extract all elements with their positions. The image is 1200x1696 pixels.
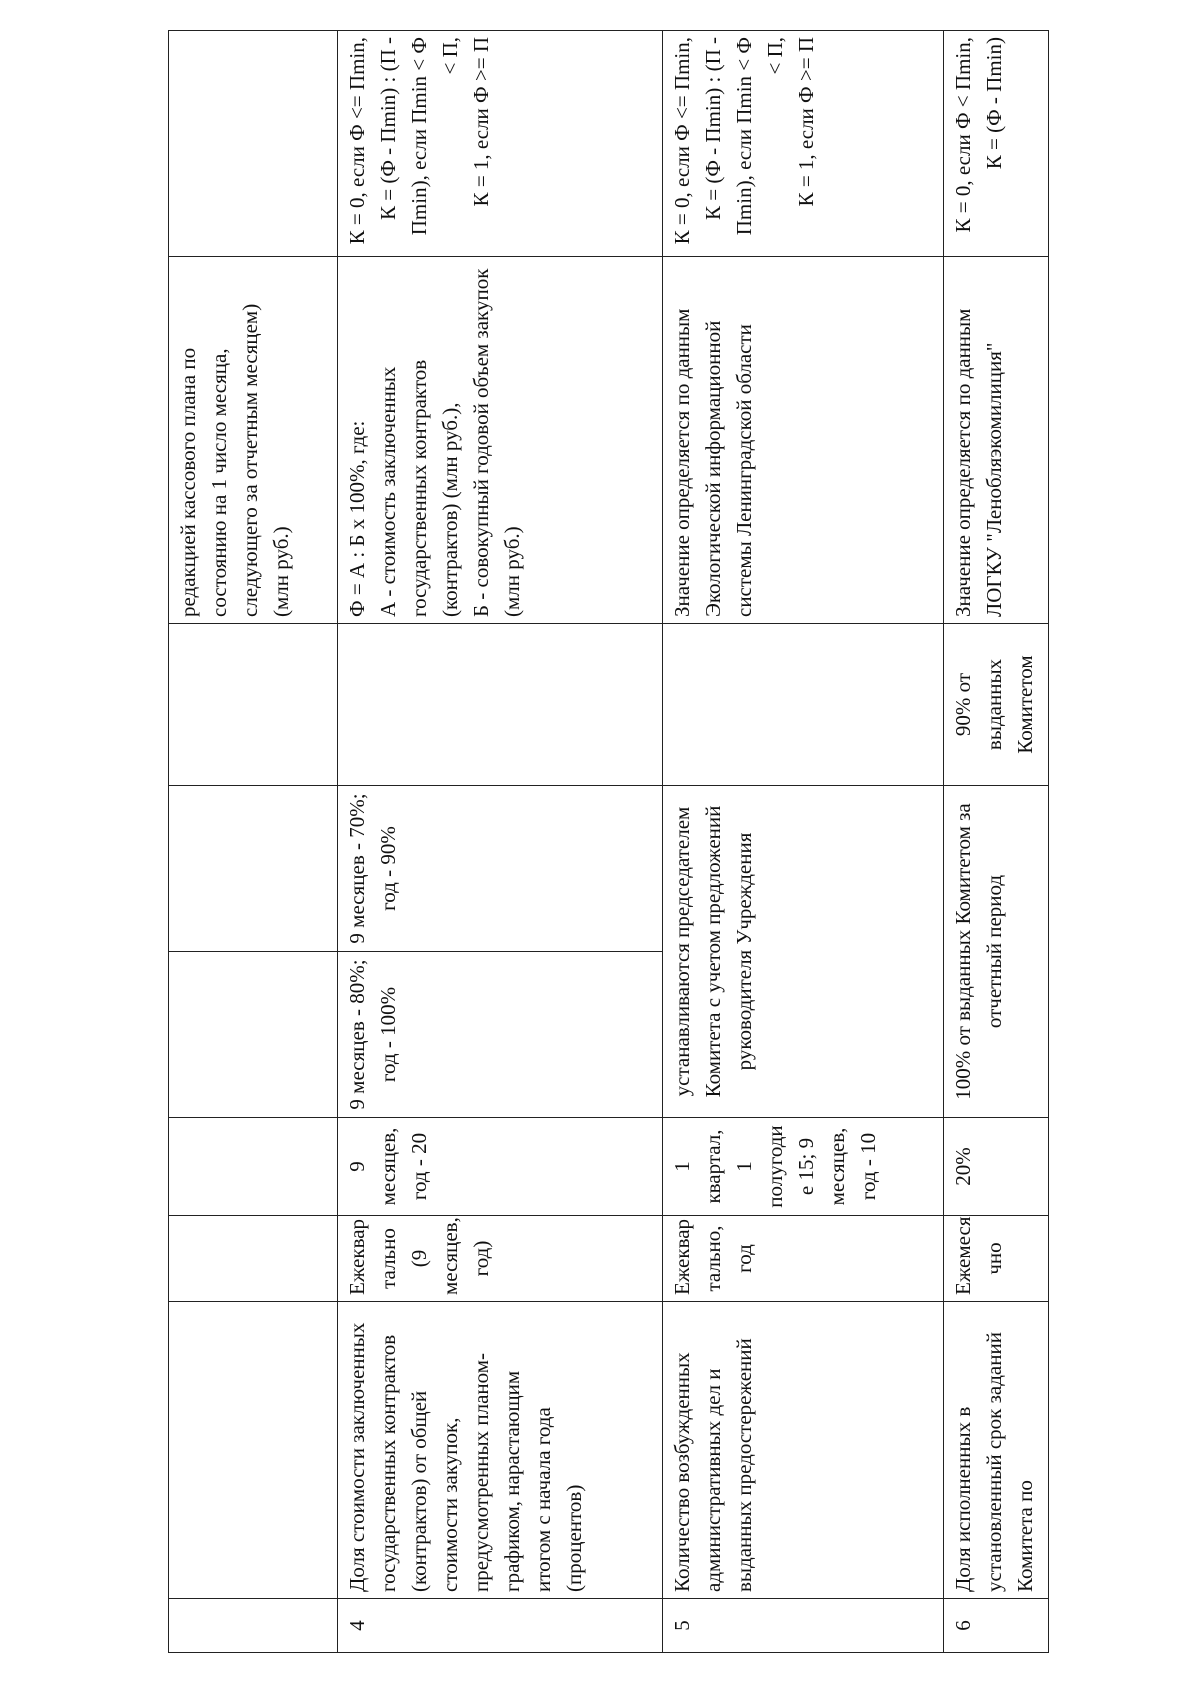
cell-min <box>663 624 944 786</box>
cell-min: 90% от выданных Комитетом <box>944 624 1049 786</box>
cell-name <box>169 1302 338 1599</box>
cell-name: Доля исполненных в установленный срок заданий Комитета по <box>944 1302 1049 1599</box>
table-row <box>663 31 944 1653</box>
cell-formula: Ф = А : Б х 100%, где: А - стоимость заключенных государственных контрактов (контрактов) (млн руб.), Б - совокупный годовой объем закупок (млн руб.) <box>338 257 663 624</box>
cell-num: 4 <box>338 1599 663 1653</box>
cell-coef: К = 0, если Ф < Пmin, К = (Ф - Пmin) <box>944 31 1049 257</box>
cell-min <box>338 624 663 786</box>
cell-period: Ежемеся чно <box>944 1216 1049 1302</box>
cell-plan-merged: 100% от выданных Комитетом за отчетный период <box>944 786 1049 1118</box>
cell-period: Ежеквар тально (9 месяцев, год) <box>338 1216 663 1302</box>
cell-plan-b: 9 месяцев - 70%; год - 90% <box>338 786 663 952</box>
rotated-page <box>168 31 1037 1653</box>
cell-min <box>169 624 338 786</box>
table-row <box>338 31 663 1653</box>
cell-formula: Значение определяется по данным Экологической информационной системы Ленинградской области <box>663 257 944 624</box>
cell-coef: К = 0, если Ф <= Пmin, К = (Ф - Пmin) : (П - Пmin), если Пmin < Ф < П, К = 1, если Ф >= П <box>663 31 944 257</box>
cell-num: 6 <box>944 1599 1049 1653</box>
cell-weight: 20% <box>944 1118 1049 1216</box>
cell-plan-merged: устанавливаются председателем Комитета с учетом предложений руководителя Учреждения <box>663 786 944 1118</box>
cell-weight <box>169 1118 338 1216</box>
cell-num <box>169 1599 338 1653</box>
cell-name: Количество возбужденных административных дел и выданных предостережений <box>663 1302 944 1599</box>
cell-formula: редакцией кассового плана по состоянию на 1 число месяца, следующего за отчетным месяцем) (млн руб.) <box>169 257 338 624</box>
cell-formula: Значение определяется по данным ЛОГКУ "Ленобляэкомилиция" <box>944 257 1049 624</box>
cell-coef <box>169 31 338 257</box>
table-row <box>169 31 338 1653</box>
cell-num: 5 <box>663 1599 944 1653</box>
cell-name: Доля стоимости заключенных государственных контрактов (контрактов) от общей стоимости закупок, предусмотренных планом-графиком, нарастающим итогом с начала года (процентов) <box>338 1302 663 1599</box>
cell-plan-b <box>169 786 338 952</box>
table-row <box>944 31 1049 1653</box>
cell-weight: 9 месяцев, год - 20 <box>338 1118 663 1216</box>
criteria-table <box>168 30 1049 1653</box>
cell-plan-a: 9 месяцев - 80%; год - 100% <box>338 952 663 1118</box>
cell-period: Ежеквар тально, год <box>663 1216 944 1302</box>
cell-weight: 1 квартал, 1 полугоди е 15; 9 месяцев, год - 10 <box>663 1118 944 1216</box>
cell-plan-a <box>169 952 338 1118</box>
cell-period <box>169 1216 338 1302</box>
cell-coef: К = 0, если Ф <= Пmin, К = (Ф - Пmin) : (П - Пmin), если Пmin < Ф < П, К = 1, если Ф >= П <box>338 31 663 257</box>
